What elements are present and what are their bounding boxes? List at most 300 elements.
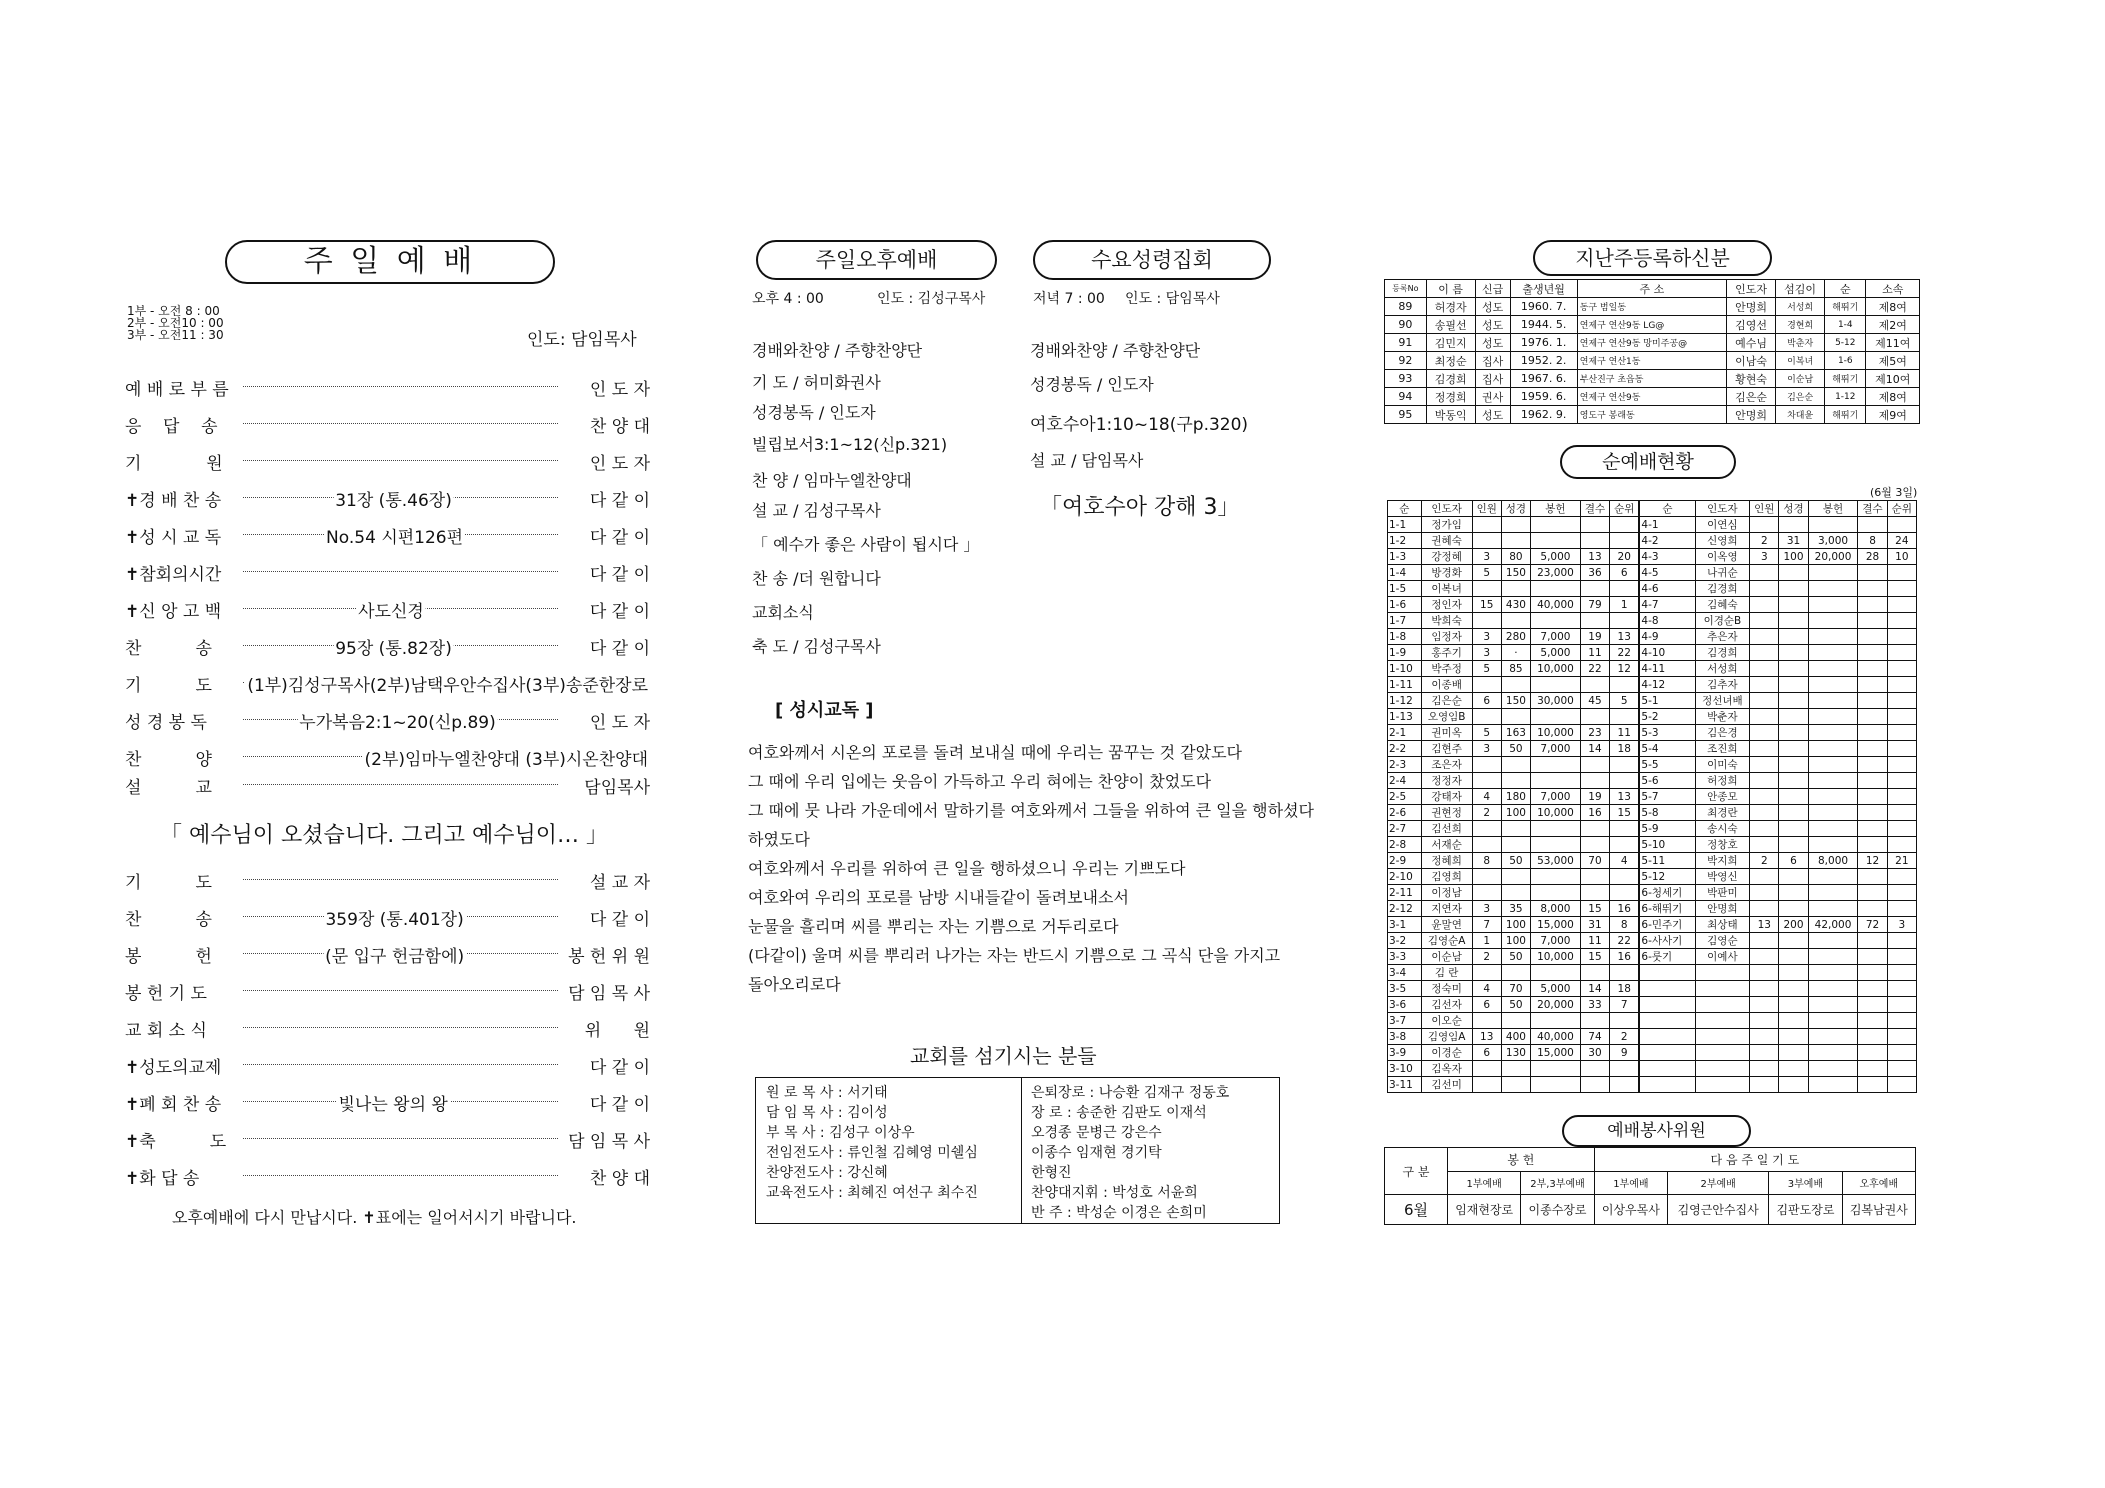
table-cell xyxy=(1501,533,1530,549)
order-item-detail: 빛나는 왕의 왕 xyxy=(336,1090,449,1115)
server-line: 전임전도사 : 류인철 김혜영 미쉘심 xyxy=(766,1145,978,1161)
table-cell xyxy=(1472,1077,1501,1093)
table-cell: 2-1 xyxy=(1388,725,1422,741)
table-cell: 200 xyxy=(1779,917,1808,933)
table-cell xyxy=(1779,981,1808,997)
table-cell: 7,000 xyxy=(1531,789,1581,805)
footer-note: 오후예배에 다시 만납시다. ✝표에는 일어서시기 바랍니다. xyxy=(172,1208,577,1227)
server-line: 한형진 xyxy=(1031,1165,1072,1181)
order-item-leader: 봉 헌 위 원 xyxy=(568,947,650,967)
order-item-label: ✝성도의교제 xyxy=(125,1058,222,1078)
table-cell: 1-11 xyxy=(1388,677,1422,693)
table-cell xyxy=(1858,597,1887,613)
table-cell: 2-5 xyxy=(1388,789,1422,805)
table-cell: 42,000 xyxy=(1808,917,1858,933)
table-cell xyxy=(1610,965,1640,981)
wednesday-time: 저녁 7 : 00 xyxy=(1033,291,1105,307)
new-members-header: 신급 xyxy=(1475,280,1510,298)
table-cell xyxy=(1580,709,1609,725)
table-cell xyxy=(1750,949,1779,965)
table-cell xyxy=(1858,677,1887,693)
order-item xyxy=(125,1127,650,1153)
dotted-leader xyxy=(243,571,558,572)
table-cell: 36 xyxy=(1580,565,1609,581)
table-row xyxy=(1388,1045,1917,1061)
table-cell: 100 xyxy=(1501,917,1530,933)
table-cell xyxy=(1639,1029,1695,1045)
table-cell: 최상태 xyxy=(1695,917,1750,933)
table-cell xyxy=(1580,773,1609,789)
table-cell xyxy=(1750,517,1779,533)
table-cell xyxy=(1531,757,1581,773)
servers-box xyxy=(755,1077,1280,1224)
table-cell: 4-1 xyxy=(1639,517,1695,533)
order-item-detail: 사도신경 xyxy=(356,597,426,622)
table-cell xyxy=(1610,709,1640,725)
table-cell xyxy=(1808,869,1858,885)
table-cell xyxy=(1501,757,1530,773)
table-cell xyxy=(1501,773,1530,789)
table-row xyxy=(1385,406,1920,424)
table-cell xyxy=(1472,613,1501,629)
order-item xyxy=(125,708,650,734)
table-cell: 제8여 xyxy=(1866,388,1920,406)
table-cell xyxy=(1858,1045,1887,1061)
table-cell: 1960. 7. xyxy=(1510,298,1577,316)
wednesday-line: 설 교 / 담임목사 xyxy=(1030,451,1144,470)
table-cell xyxy=(1695,1077,1750,1093)
table-cell: 5-10 xyxy=(1639,837,1695,853)
table-cell xyxy=(1858,805,1887,821)
order-item-leader: 다 같 이 xyxy=(589,565,650,585)
table-cell xyxy=(1531,709,1581,725)
table-cell xyxy=(1808,597,1858,613)
table-cell xyxy=(1858,725,1887,741)
table-cell xyxy=(1639,1013,1695,1029)
table-cell: 성도 xyxy=(1475,334,1510,352)
attendance-header: 결수 xyxy=(1580,501,1609,517)
server-line: 교육전도사 : 최혜진 여선구 최수진 xyxy=(766,1185,978,1201)
attendance-date: (6월 3일) xyxy=(1870,486,1918,499)
table-cell xyxy=(1779,949,1808,965)
table-cell: 이복녀 xyxy=(1421,581,1472,597)
table-cell xyxy=(1779,677,1808,693)
table-cell: 성도 xyxy=(1475,298,1510,316)
vol-name: 이종수장로 xyxy=(1521,1195,1594,1225)
table-cell xyxy=(1580,885,1609,901)
table-cell xyxy=(1858,949,1887,965)
table-cell: 3-8 xyxy=(1388,1029,1422,1045)
table-cell xyxy=(1531,533,1581,549)
table-cell: 이옥영 xyxy=(1695,549,1750,565)
attendance-header: 결수 xyxy=(1858,501,1887,517)
table-cell xyxy=(1779,581,1808,597)
server-line: 부 목 사 : 김성구 이상우 xyxy=(766,1125,915,1141)
table-cell: 이경순 xyxy=(1421,1045,1472,1061)
table-cell xyxy=(1750,981,1779,997)
order-item-label: 봉 헌 기 도 xyxy=(125,984,207,1004)
table-cell: 4 xyxy=(1472,981,1501,997)
dotted-leader xyxy=(243,386,558,387)
new-members-header: 섬김이 xyxy=(1776,280,1825,298)
order-item xyxy=(125,560,650,586)
table-cell xyxy=(1472,1061,1501,1077)
table-cell: 19 xyxy=(1580,629,1609,645)
table-cell: 제9여 xyxy=(1866,406,1920,424)
table-cell xyxy=(1779,565,1808,581)
vol-month: 6월 xyxy=(1385,1195,1448,1225)
attendance-header: 순위 xyxy=(1610,501,1640,517)
table-cell xyxy=(1887,645,1916,661)
table-cell xyxy=(1779,1045,1808,1061)
order-item xyxy=(125,375,650,401)
table-cell xyxy=(1808,1045,1858,1061)
server-line: 오경종 문병근 강은수 xyxy=(1031,1125,1162,1141)
table-cell: 16 xyxy=(1580,805,1609,821)
table-row xyxy=(1388,581,1917,597)
table-cell: 13 xyxy=(1610,789,1640,805)
table-cell: 3-7 xyxy=(1388,1013,1422,1029)
order-item xyxy=(125,634,650,660)
attendance-header: 순 xyxy=(1388,501,1422,517)
table-row xyxy=(1388,965,1917,981)
table-cell: 김현주 xyxy=(1421,741,1472,757)
order-item-detail: 359장 (통.401장) xyxy=(323,905,465,930)
table-cell: 1-12 xyxy=(1825,388,1866,406)
table-cell: 100 xyxy=(1779,549,1808,565)
table-cell: 5-2 xyxy=(1639,709,1695,725)
table-cell: 2-11 xyxy=(1388,885,1422,901)
table-cell xyxy=(1808,1077,1858,1093)
table-cell: 정경희 xyxy=(1426,388,1475,406)
table-cell xyxy=(1580,965,1609,981)
table-cell xyxy=(1808,709,1858,725)
table-cell xyxy=(1808,949,1858,965)
table-cell xyxy=(1779,789,1808,805)
table-cell: 3 xyxy=(1887,917,1916,933)
table-cell: 허정희 xyxy=(1695,773,1750,789)
table-cell: 추은자 xyxy=(1695,629,1750,645)
table-cell xyxy=(1750,1013,1779,1029)
table-cell: 50 xyxy=(1501,853,1530,869)
afternoon-line: 축 도 / 김성구목사 xyxy=(752,637,881,656)
table-cell xyxy=(1750,613,1779,629)
table-cell xyxy=(1858,965,1887,981)
table-cell xyxy=(1808,725,1858,741)
attendance-table xyxy=(1387,500,1917,1093)
table-cell xyxy=(1858,821,1887,837)
afternoon-sermon: 「 예수가 좋은 사람이 됩시다 」 xyxy=(752,535,980,554)
table-cell xyxy=(1887,997,1916,1013)
table-cell: 1-13 xyxy=(1388,709,1422,725)
table-cell xyxy=(1779,517,1808,533)
table-cell xyxy=(1750,677,1779,693)
new-members-header: 이 름 xyxy=(1426,280,1475,298)
table-cell xyxy=(1808,629,1858,645)
table-cell xyxy=(1610,773,1640,789)
order-item-leader: 다 같 이 xyxy=(589,1095,650,1115)
table-cell: 정선녀배 xyxy=(1695,693,1750,709)
table-cell xyxy=(1887,693,1916,709)
table-cell: 최정순 xyxy=(1426,352,1475,370)
table-cell: 5-12 xyxy=(1825,334,1866,352)
table-cell xyxy=(1858,1061,1887,1077)
order-item xyxy=(125,449,650,475)
order-item-label: ✝축 도 xyxy=(125,1132,227,1152)
table-cell xyxy=(1779,757,1808,773)
reading-line: 여호와께서 우리를 위하여 큰 일을 행하셨으니 우리는 기쁘도다 xyxy=(748,859,1186,878)
table-cell xyxy=(1695,1045,1750,1061)
order-item xyxy=(125,745,650,771)
table-row xyxy=(1388,997,1917,1013)
table-cell xyxy=(1695,997,1750,1013)
table-cell: 1-4 xyxy=(1388,565,1422,581)
table-cell: 30 xyxy=(1580,1045,1609,1061)
table-cell xyxy=(1472,581,1501,597)
table-cell: 22 xyxy=(1580,661,1609,677)
table-cell xyxy=(1695,981,1750,997)
table-cell: 7,000 xyxy=(1531,629,1581,645)
table-cell: 3-11 xyxy=(1388,1077,1422,1093)
vol-name: 김판도장로 xyxy=(1769,1195,1842,1225)
table-cell: 8,000 xyxy=(1531,901,1581,917)
table-cell: 1 xyxy=(1610,597,1640,613)
table-row xyxy=(1388,885,1917,901)
order-item-detail: No.54 시편126편 xyxy=(324,523,465,548)
table-cell: 김추자 xyxy=(1695,677,1750,693)
table-cell xyxy=(1808,661,1858,677)
table-cell xyxy=(1808,741,1858,757)
table-cell xyxy=(1779,1013,1808,1029)
table-cell xyxy=(1501,677,1530,693)
wednesday-line: 경배와찬양 / 주향찬양단 xyxy=(1030,341,1201,360)
table-cell: 10,000 xyxy=(1531,661,1581,677)
table-cell: 허경자 xyxy=(1426,298,1475,316)
table-cell: 85 xyxy=(1501,661,1530,677)
table-cell: 연제구 연산9동 xyxy=(1577,388,1726,406)
table-cell: 박영신 xyxy=(1695,869,1750,885)
table-cell: 1-9 xyxy=(1388,645,1422,661)
order-item-detail: 31장 (통.46장) xyxy=(333,486,454,511)
table-cell xyxy=(1531,821,1581,837)
table-cell: 15 xyxy=(1580,901,1609,917)
table-row xyxy=(1388,1029,1917,1045)
table-cell xyxy=(1858,565,1887,581)
table-cell xyxy=(1858,709,1887,725)
table-cell: 95 xyxy=(1385,406,1427,424)
table-cell: 30,000 xyxy=(1531,693,1581,709)
table-cell: 50 xyxy=(1501,949,1530,965)
table-cell: 김영순A xyxy=(1421,933,1472,949)
wednesday-line: 여호수아1:10~18(구p.320) xyxy=(1030,415,1249,435)
table-cell xyxy=(1858,645,1887,661)
table-cell xyxy=(1531,965,1581,981)
table-row xyxy=(1388,853,1917,869)
table-cell: 16 xyxy=(1610,949,1640,965)
table-cell xyxy=(1472,1013,1501,1029)
table-cell: 2 xyxy=(1750,853,1779,869)
table-cell: 권현정 xyxy=(1421,805,1472,821)
table-cell xyxy=(1639,1045,1695,1061)
vol-sub: 3부예배 xyxy=(1769,1171,1842,1195)
table-cell: 김혜숙 xyxy=(1695,597,1750,613)
table-cell xyxy=(1580,837,1609,853)
table-cell xyxy=(1858,885,1887,901)
table-cell: 53,000 xyxy=(1531,853,1581,869)
table-cell xyxy=(1695,1029,1750,1045)
order-item xyxy=(125,412,650,438)
table-cell: 안종모 xyxy=(1695,789,1750,805)
table-cell: 박지희 xyxy=(1695,853,1750,869)
table-cell: 19 xyxy=(1580,789,1609,805)
order-item xyxy=(125,597,650,623)
table-row xyxy=(1388,533,1917,549)
table-cell xyxy=(1580,517,1609,533)
table-cell: 20 xyxy=(1610,549,1640,565)
table-cell: 10,000 xyxy=(1531,805,1581,821)
order-item-leader: 담 임 목 사 xyxy=(568,1132,650,1152)
table-cell xyxy=(1808,965,1858,981)
table-cell: 동구 범일동 xyxy=(1577,298,1726,316)
table-cell xyxy=(1531,869,1581,885)
table-cell xyxy=(1750,629,1779,645)
table-cell xyxy=(1750,869,1779,885)
reading-line: 눈물을 흘리며 씨를 뿌리는 자는 기쁨으로 거두리로다 xyxy=(748,917,1119,936)
table-cell: 2 xyxy=(1472,805,1501,821)
table-cell: 5 xyxy=(1610,693,1640,709)
table-cell xyxy=(1750,885,1779,901)
table-cell xyxy=(1779,645,1808,661)
table-cell: 430 xyxy=(1501,597,1530,613)
table-cell: 2-3 xyxy=(1388,757,1422,773)
table-cell xyxy=(1808,1061,1858,1077)
table-cell xyxy=(1779,709,1808,725)
table-cell: 6-룻기 xyxy=(1639,949,1695,965)
order-item-leader: 다 같 이 xyxy=(589,491,650,511)
volunteers-title: 예배봉사위원 xyxy=(1562,1115,1751,1147)
table-cell xyxy=(1858,517,1887,533)
table-cell: 74 xyxy=(1580,1029,1609,1045)
table-row xyxy=(1385,352,1920,370)
dotted-leader xyxy=(243,1064,558,1065)
order-item-detail: (1부)김성구목사(2부)남택우안수집사(3부)송준한장로 xyxy=(245,671,650,696)
time-1: 1부 - 오전 8 : 00 xyxy=(127,304,220,318)
table-cell: 박춘자 xyxy=(1695,709,1750,725)
table-cell: 김은순 xyxy=(1776,388,1825,406)
table-cell: 예수님 xyxy=(1727,334,1776,352)
order-item xyxy=(125,1016,650,1042)
table-cell xyxy=(1808,901,1858,917)
table-cell xyxy=(1750,693,1779,709)
table-cell xyxy=(1750,709,1779,725)
table-cell xyxy=(1750,837,1779,853)
table-cell: 홍주기 xyxy=(1421,645,1472,661)
table-cell: 이순남 xyxy=(1421,949,1472,965)
table-cell: 13 xyxy=(1472,1029,1501,1045)
order-item-label: 찬 양 xyxy=(125,750,212,770)
table-cell xyxy=(1501,965,1530,981)
table-row xyxy=(1385,316,1920,334)
server-line: 찬양대지휘 : 박성호 서윤희 xyxy=(1031,1185,1198,1201)
table-cell: 김영선 xyxy=(1727,316,1776,334)
table-row xyxy=(1388,789,1917,805)
table-cell xyxy=(1501,1013,1530,1029)
table-cell xyxy=(1531,517,1581,533)
table-cell: 10 xyxy=(1887,549,1916,565)
table-cell xyxy=(1501,821,1530,837)
new-members-title: 지난주등록하신분 xyxy=(1533,240,1772,276)
table-cell: 1-4 xyxy=(1825,316,1866,334)
table-cell: 안명희 xyxy=(1695,901,1750,917)
table-cell xyxy=(1531,773,1581,789)
table-cell: 제2여 xyxy=(1866,316,1920,334)
table-cell: 14 xyxy=(1580,741,1609,757)
table-cell xyxy=(1750,581,1779,597)
table-cell: 5-1 xyxy=(1639,693,1695,709)
table-cell: 이예사 xyxy=(1695,949,1750,965)
table-row xyxy=(1388,693,1917,709)
table-cell xyxy=(1750,805,1779,821)
table-cell xyxy=(1610,517,1640,533)
table-cell xyxy=(1639,965,1695,981)
table-cell: 1-5 xyxy=(1388,581,1422,597)
attendance-title: 순예배현황 xyxy=(1560,445,1736,479)
table-cell xyxy=(1887,677,1916,693)
attendance-header: 인도자 xyxy=(1695,501,1750,517)
attendance-header: 인도자 xyxy=(1421,501,1472,517)
table-cell xyxy=(1808,837,1858,853)
table-cell xyxy=(1610,869,1640,885)
table-cell xyxy=(1887,613,1916,629)
table-row xyxy=(1385,388,1920,406)
table-cell: 연제구 연산1동 xyxy=(1577,352,1726,370)
table-cell xyxy=(1808,581,1858,597)
reading-line: 하였도다 xyxy=(748,830,810,849)
table-cell xyxy=(1779,821,1808,837)
table-cell xyxy=(1750,645,1779,661)
table-row xyxy=(1388,597,1917,613)
table-cell: 김민지 xyxy=(1426,334,1475,352)
table-cell xyxy=(1695,1013,1750,1029)
table-cell xyxy=(1779,997,1808,1013)
table-cell xyxy=(1808,565,1858,581)
table-cell: 15 xyxy=(1610,805,1640,821)
new-members-header: 인도자 xyxy=(1727,280,1776,298)
reading-title: [ 성시교독 ] xyxy=(775,700,874,721)
table-cell: 2-4 xyxy=(1388,773,1422,789)
new-members-header: 등록No xyxy=(1385,280,1427,298)
table-cell: 13 xyxy=(1750,917,1779,933)
table-cell xyxy=(1501,581,1530,597)
table-cell: 정가임 xyxy=(1421,517,1472,533)
table-cell: 이정남 xyxy=(1421,885,1472,901)
table-cell: 제8여 xyxy=(1866,298,1920,316)
table-cell: 20,000 xyxy=(1808,549,1858,565)
afternoon-line: 교회소식 xyxy=(752,603,814,622)
vol-header-prayer: 다 음 주 일 기 도 xyxy=(1594,1148,1915,1172)
table-cell: 4-8 xyxy=(1639,613,1695,629)
table-cell xyxy=(1639,981,1695,997)
order-item-label: 기 도 xyxy=(125,676,212,696)
table-cell xyxy=(1580,677,1609,693)
afternoon-line: 기 도 / 허미화권사 xyxy=(752,373,881,392)
table-cell: 5,000 xyxy=(1531,645,1581,661)
table-cell: 15,000 xyxy=(1531,917,1581,933)
server-line: 담 임 목 사 : 김이성 xyxy=(766,1105,888,1121)
table-cell: 5-12 xyxy=(1639,869,1695,885)
table-cell: 6 xyxy=(1472,997,1501,1013)
table-cell: 18 xyxy=(1610,981,1640,997)
